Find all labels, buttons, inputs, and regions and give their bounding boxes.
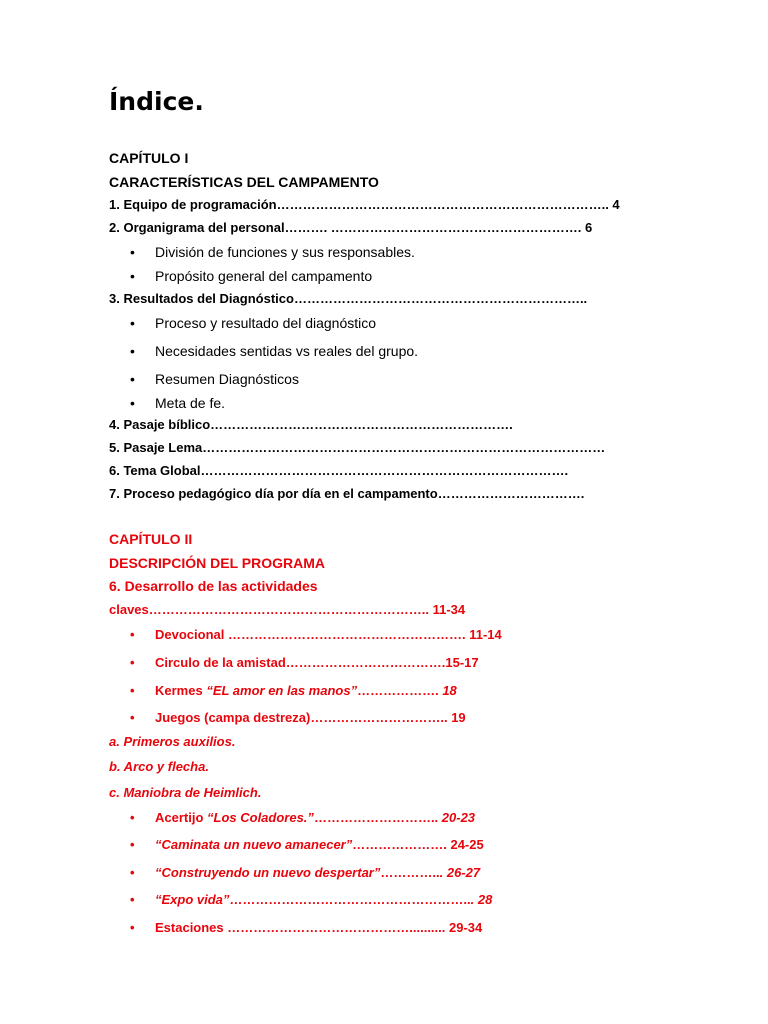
toc-page: 19: [447, 710, 466, 725]
toc-page: . 24-25: [443, 837, 484, 852]
toc-page: . 29-34: [441, 920, 483, 935]
bullet-icon: •: [130, 395, 135, 411]
toc-leader: ……………………………………………….: [227, 627, 466, 642]
toc-entry-text: 1. Equipo de programación: [109, 197, 277, 212]
toc-entry-3[interactable]: [109, 291, 587, 307]
toc-entry-text: Estaciones: [155, 920, 228, 935]
toc-entry-1[interactable]: [109, 197, 620, 213]
sub-item-a: a. Primeros auxilios.: [109, 734, 236, 749]
toc-page: 18: [438, 683, 457, 698]
chapter2-label: CAPÍTULO II: [109, 531, 193, 547]
toc-entry-text: 5. Pasaje Lema: [109, 440, 203, 455]
toc-entry-text: 2. Organigrama del personal: [109, 220, 285, 235]
toc-entry-text: Kermes: [155, 683, 207, 698]
chapter1-heading: CARACTERÍSTICAS DEL CAMPAMENTO: [109, 174, 379, 190]
toc-page: 6: [581, 220, 593, 235]
toc-leader: …………………………………………………………………………………: [202, 440, 606, 455]
page-title: Índice.: [109, 87, 204, 116]
toc-entry-quote: “Los Coladores.”: [207, 810, 314, 825]
toc-leader: ………. ………………………………………………….: [284, 220, 582, 235]
toc-entry-text: Juegos (campa destreza): [155, 710, 311, 725]
toc-leader: …………..: [380, 865, 440, 880]
toc-leader: …………………………….: [437, 486, 585, 501]
toc-entry-text: claves: [109, 602, 149, 617]
bullet-icon: •: [130, 892, 135, 907]
bullet-icon: •: [130, 655, 135, 670]
toc-page: 11-34: [429, 602, 466, 617]
list-item-text: Meta de fe.: [155, 395, 226, 411]
bullet-icon: •: [130, 683, 135, 698]
toc-entry-4[interactable]: [109, 417, 513, 433]
bullet-icon: •: [130, 865, 135, 880]
bullet-icon: •: [130, 627, 135, 642]
bullet-icon: •: [130, 837, 135, 852]
toc-entry-6[interactable]: [109, 463, 568, 479]
toc-entry-quote: “EL amor en las manos”: [206, 683, 358, 698]
list-item-text: Necesidades sentidas vs reales del grupo.: [155, 343, 419, 359]
toc-entry-7[interactable]: [109, 486, 584, 502]
toc-entry-text: 4. Pasaje bíblico: [109, 417, 211, 432]
toc-leader: …………………………..: [310, 710, 448, 725]
toc-entry-2[interactable]: [109, 220, 592, 236]
section-6-title: 6. Desarrollo de las actividades: [109, 578, 318, 594]
toc-leader: …………………………………………………………………..: [276, 197, 609, 212]
toc-entry-text: 7. Proceso pedagógico día por día en el campamento: [109, 486, 438, 501]
toc-entry-text: Devocional: [155, 627, 228, 642]
toc-leader: …………………: [352, 837, 444, 852]
toc-leader: ……………………………….: [285, 655, 446, 670]
toc-entry-text: 3. Resultados del Diagnóstico: [109, 291, 294, 306]
sub-item-b: b. Arco y flecha.: [109, 759, 209, 774]
list-item-text: Propósito general del campamento: [155, 268, 373, 284]
toc-page: 11-14: [465, 627, 502, 642]
sub-item-c: c. Maniobra de Heimlich.: [109, 785, 262, 800]
toc-leader: …………………………………………………………..: [293, 291, 588, 306]
bullet-icon: •: [130, 371, 135, 387]
bullet-icon: •: [130, 920, 135, 935]
bullet-icon: •: [130, 710, 135, 725]
toc-page: 20-23: [438, 810, 476, 825]
toc-leader: ………………………..: [313, 810, 439, 825]
toc-leader: ……………….: [357, 683, 439, 698]
chapter1-label: CAPÍTULO I: [109, 150, 189, 166]
bullet-icon: •: [130, 268, 135, 284]
list-item-text: División de funciones y sus responsables.: [155, 244, 415, 260]
chapter2-heading: DESCRIPCIÓN DEL PROGRAMA: [109, 555, 325, 571]
list-item-text: Proceso y resultado del diagnóstico: [155, 315, 377, 331]
list-item-text: Resumen Diagnósticos: [155, 371, 299, 387]
toc-entry-5[interactable]: [109, 440, 605, 456]
toc-leader: …………………………………………………………….: [210, 417, 513, 432]
toc-entry-text: Circulo de la amistad: [155, 655, 286, 670]
bullet-icon: •: [130, 315, 135, 331]
bullet-icon: •: [130, 810, 135, 825]
toc-entry-quote: “Caminata un nuevo amanecer”: [155, 837, 353, 852]
toc-leader: ………………………………………………………..: [148, 602, 429, 617]
bullet-icon: •: [130, 244, 135, 260]
toc-leader: ………………………………………………………………………….: [200, 463, 569, 478]
toc-leader: ………………………………………………..: [229, 892, 471, 907]
toc-leader: …………………………………….........: [227, 920, 442, 935]
toc-page: 4: [608, 197, 620, 212]
toc-page: . 26-27: [439, 865, 481, 880]
bullet-icon: •: [130, 343, 135, 359]
toc-entry-text: 6. Tema Global: [109, 463, 201, 478]
toc-entry-text: Acertijo: [155, 810, 208, 825]
toc-page: 15-17: [445, 655, 479, 670]
toc-page: . 28: [470, 892, 493, 907]
toc-entry-quote: “Expo vida”: [155, 892, 230, 907]
toc-entry-quote: “Construyendo un nuevo despertar”: [155, 865, 381, 880]
toc-entry-claves[interactable]: [109, 602, 465, 618]
